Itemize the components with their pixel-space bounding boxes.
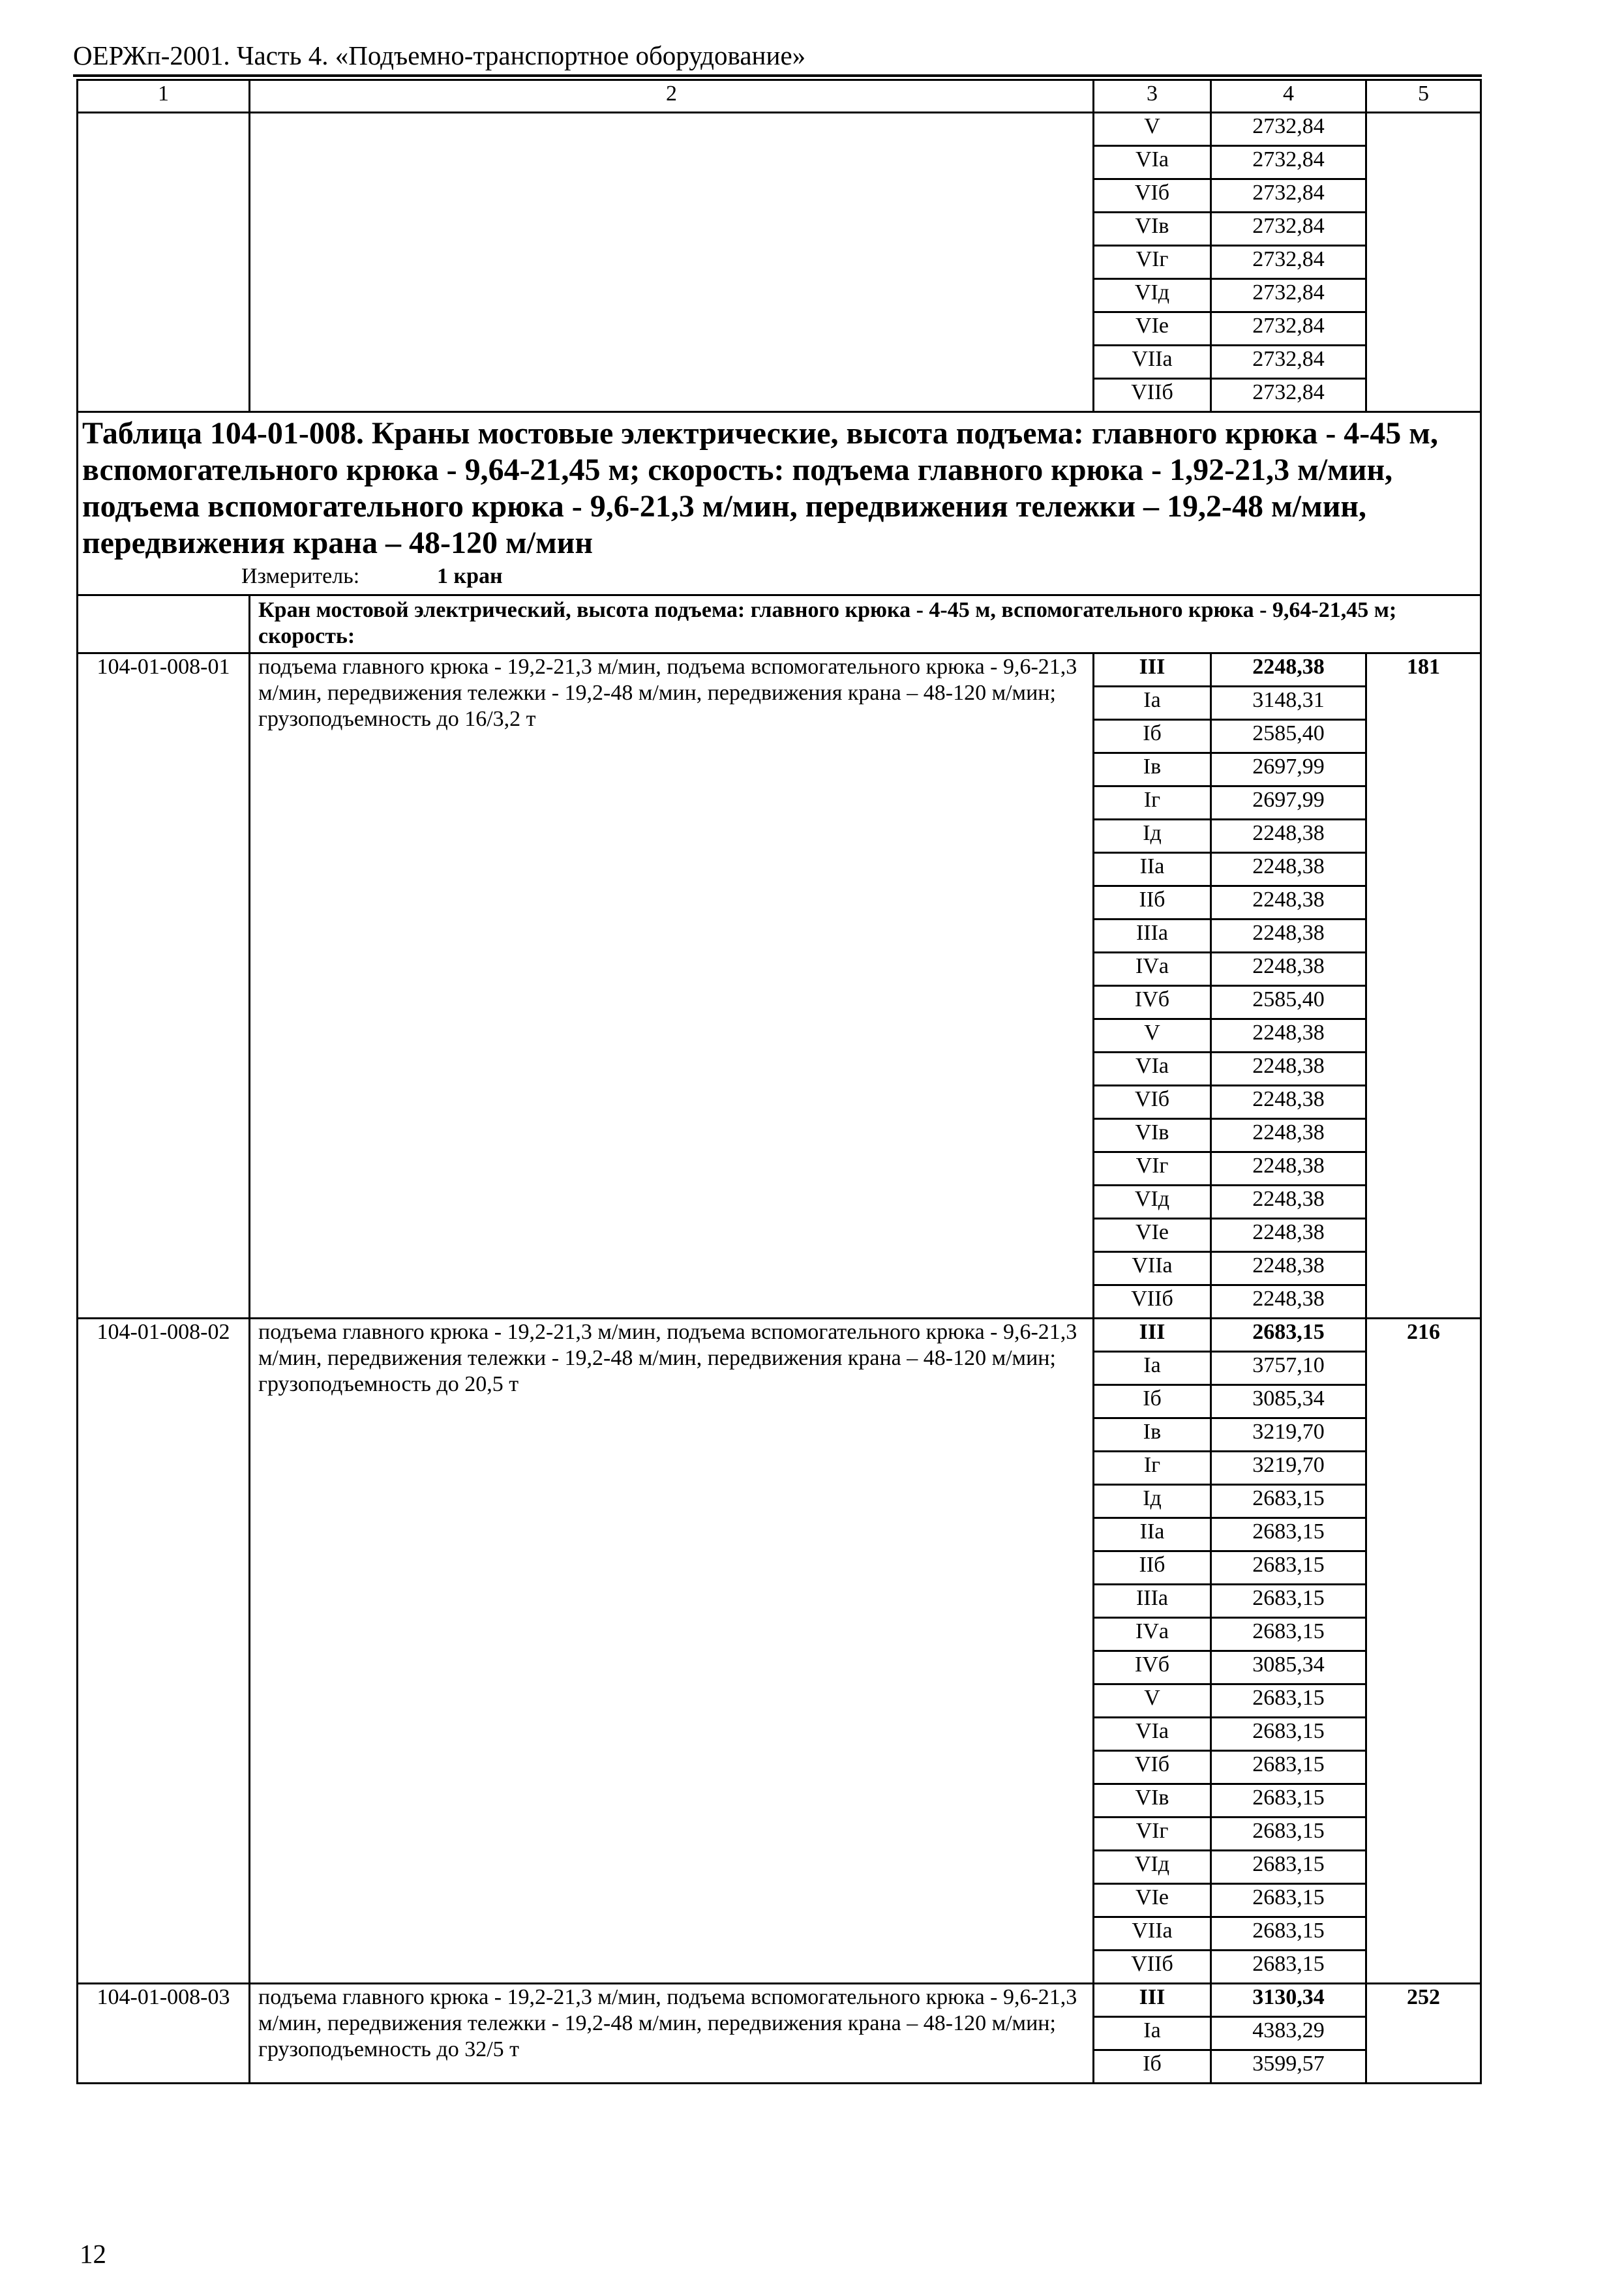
zone-cell: IIа [1094, 853, 1211, 886]
price-cell: 2248,38 [1211, 953, 1366, 986]
price-cell: 2683,15 [1211, 1585, 1366, 1618]
zone-cell: VIе [1094, 1884, 1211, 1917]
price-cell: 2585,40 [1211, 720, 1366, 753]
item-code: 104-01-008-02 [78, 1319, 250, 1984]
price-cell: 2248,38 [1211, 1086, 1366, 1119]
price-cell: 2683,15 [1211, 1718, 1366, 1751]
zone-cell: Iв [1094, 753, 1211, 786]
price-cell: 2683,15 [1211, 1551, 1366, 1585]
price-cell: 3085,34 [1211, 1651, 1366, 1684]
table-row [78, 1319, 1481, 1352]
price-cell: 2732,84 [1211, 279, 1366, 312]
price-cell: 3148,31 [1211, 687, 1366, 720]
price-table-body [78, 80, 1481, 2084]
price-cell: 2732,84 [1211, 246, 1366, 279]
price-cell: 2585,40 [1211, 986, 1366, 1019]
zone-cell: VIд [1094, 1851, 1211, 1884]
price-cell: 3219,70 [1211, 1452, 1366, 1485]
zone-cell: V [1094, 1019, 1211, 1053]
zone-cell: Iг [1094, 1452, 1211, 1485]
zone-cell: VIд [1094, 279, 1211, 312]
price-cell: 2683,15 [1211, 1851, 1366, 1884]
price-cell: 2732,84 [1211, 179, 1366, 213]
zone-cell: V [1094, 113, 1211, 146]
zone-cell: IIIа [1094, 1585, 1211, 1618]
zone-cell: Iб [1094, 2050, 1211, 2084]
zone-cell: Iг [1094, 786, 1211, 820]
zone-cell: III [1094, 1984, 1211, 2017]
zone-cell: IIб [1094, 886, 1211, 920]
measure-label: Измеритель: [241, 564, 360, 588]
zone-cell: V [1094, 1684, 1211, 1718]
zone-cell: VIIб [1094, 1285, 1211, 1319]
price-cell: 2248,38 [1211, 653, 1366, 687]
zone-cell: VIв [1094, 1119, 1211, 1152]
zone-cell: Iв [1094, 1418, 1211, 1452]
zone-cell: III [1094, 1319, 1211, 1352]
code-cell [78, 595, 250, 653]
zone-cell: VIIб [1094, 1951, 1211, 1984]
item-mass: 181 [1366, 653, 1481, 1319]
price-cell: 2248,38 [1211, 1019, 1366, 1053]
price-cell: 2732,84 [1211, 113, 1366, 146]
column-number: 4 [1211, 80, 1366, 113]
price-cell: 2248,38 [1211, 1119, 1366, 1152]
zone-cell: Iа [1094, 2017, 1211, 2050]
table-row [78, 113, 1481, 146]
item-description: подъема главного крюка - 19,2-21,3 м/мин, подъема вспомогательного крюка - 9,6-21,3 м/мин, передвижения тележки - 19,2-48 м/мин, передвижения крана – 48-120 м/мин; грузоподъемность до 16/3,2 т [250, 653, 1094, 1319]
price-cell: 2683,15 [1211, 1917, 1366, 1951]
price-cell: 2732,84 [1211, 379, 1366, 412]
item-description: подъема главного крюка - 19,2-21,3 м/мин, подъема вспомогательного крюка - 9,6-21,3 м/мин, передвижения тележки - 19,2-48 м/мин, передвижения крана – 48-120 м/мин; грузоподъемность до 32/5 т [250, 1984, 1094, 2084]
price-cell: 2683,15 [1211, 1751, 1366, 1784]
zone-cell: VIе [1094, 312, 1211, 346]
item-description: подъема главного крюка - 19,2-21,3 м/мин, подъема вспомогательного крюка - 9,6-21,3 м/мин, передвижения тележки - 19,2-48 м/мин, передвижения крана – 48-120 м/мин; грузоподъемность до 20,5 т [250, 1319, 1094, 1984]
zone-cell: Iд [1094, 1485, 1211, 1518]
price-cell: 2683,15 [1211, 1618, 1366, 1651]
zone-cell: VIа [1094, 146, 1211, 179]
zone-cell: VIIа [1094, 1917, 1211, 1951]
price-cell: 2683,15 [1211, 1818, 1366, 1851]
mass-cell [1366, 113, 1481, 412]
column-number: 5 [1366, 80, 1481, 113]
price-cell: 2683,15 [1211, 1684, 1366, 1718]
page-number: 12 [80, 2239, 106, 2269]
page-header: ОЕРЖп-2001. Часть 4. «Подъемно-транспортное оборудование» [73, 40, 806, 70]
zone-cell: VIа [1094, 1053, 1211, 1086]
column-number: 1 [78, 80, 250, 113]
price-cell: 2683,15 [1211, 1884, 1366, 1917]
price-cell: 2697,99 [1211, 786, 1366, 820]
header-rule [73, 74, 1482, 77]
price-cell: 2248,38 [1211, 1053, 1366, 1086]
zone-cell: IVб [1094, 1651, 1211, 1684]
price-cell: 3219,70 [1211, 1418, 1366, 1452]
zone-cell: VIг [1094, 1818, 1211, 1851]
column-number: 3 [1094, 80, 1211, 113]
item-mass: 216 [1366, 1319, 1481, 1984]
measure-value: 1 кран [437, 564, 503, 588]
zone-cell: VIб [1094, 179, 1211, 213]
table-title-cell [78, 412, 1481, 595]
price-cell: 2732,84 [1211, 213, 1366, 246]
zone-cell: Iа [1094, 1352, 1211, 1385]
zone-cell: VIIа [1094, 346, 1211, 379]
zone-cell: Iа [1094, 687, 1211, 720]
zone-cell: VIг [1094, 1152, 1211, 1186]
price-cell: 2248,38 [1211, 1152, 1366, 1186]
zone-cell: VIв [1094, 213, 1211, 246]
zone-cell: VIIа [1094, 1252, 1211, 1285]
price-cell: 2683,15 [1211, 1518, 1366, 1551]
zone-cell: VIв [1094, 1784, 1211, 1818]
zone-cell: Iд [1094, 820, 1211, 853]
zone-cell: VIб [1094, 1086, 1211, 1119]
zone-cell: VIIб [1094, 379, 1211, 412]
price-cell: 2248,38 [1211, 820, 1366, 853]
description-cell [250, 113, 1094, 412]
price-cell: 2248,38 [1211, 853, 1366, 886]
table-row [78, 1984, 1481, 2017]
item-code: 104-01-008-01 [78, 653, 250, 1319]
column-number: 2 [250, 80, 1094, 113]
price-cell: 2683,15 [1211, 1319, 1366, 1352]
table-title-row [78, 412, 1481, 595]
zone-cell: IIIа [1094, 920, 1211, 953]
zone-cell: IIб [1094, 1551, 1211, 1585]
code-cell [78, 113, 250, 412]
zone-cell: IVа [1094, 1618, 1211, 1651]
price-cell: 3757,10 [1211, 1352, 1366, 1385]
subheading-cell [250, 595, 1481, 653]
zone-cell: Iб [1094, 720, 1211, 753]
price-cell: 3085,34 [1211, 1385, 1366, 1418]
price-cell: 2683,15 [1211, 1951, 1366, 1984]
price-cell: 2248,38 [1211, 920, 1366, 953]
price-cell: 3130,34 [1211, 1984, 1366, 2017]
price-cell: 2683,15 [1211, 1784, 1366, 1818]
zone-cell: VIб [1094, 1751, 1211, 1784]
table-row [78, 653, 1481, 687]
price-cell: 2248,38 [1211, 886, 1366, 920]
zone-cell: Iб [1094, 1385, 1211, 1418]
table-title: Таблица 104-01-008. Краны мостовые электрические, высота подъема: главного крюка - 4-45 м, вспомогательного крюка - 9,64-21,45 м; скорость: подъема главного крюка - 1,92-21,3 м/мин, подъема вспомогательного крюка - 9,6-21,3 м/мин, передвижения тележки – 19,2-48 м/мин, передвижения крана – 48-120 м/мин [82, 416, 1438, 560]
zone-cell: IVб [1094, 986, 1211, 1019]
item-code: 104-01-008-03 [78, 1984, 250, 2084]
zone-cell: IVа [1094, 953, 1211, 986]
item-mass: 252 [1366, 1984, 1481, 2084]
price-cell: 2248,38 [1211, 1252, 1366, 1285]
column-numbers-row [78, 80, 1481, 113]
zone-cell: VIг [1094, 246, 1211, 279]
zone-cell: IIа [1094, 1518, 1211, 1551]
price-cell: 4383,29 [1211, 2017, 1366, 2050]
zone-cell: VIе [1094, 1219, 1211, 1252]
price-cell: 2248,38 [1211, 1186, 1366, 1219]
price-table [76, 79, 1482, 2084]
price-cell: 2697,99 [1211, 753, 1366, 786]
zone-cell: VIд [1094, 1186, 1211, 1219]
price-cell: 2248,38 [1211, 1285, 1366, 1319]
zone-cell: III [1094, 653, 1211, 687]
price-cell: 2732,84 [1211, 312, 1366, 346]
subheading-row [78, 595, 1481, 653]
price-cell: 2683,15 [1211, 1485, 1366, 1518]
subheading: Кран мостовой электрический, высота подъема: главного крюка - 4-45 м, вспомогательного крюка - 9,64-21,45 м; скорость: [258, 598, 1397, 648]
zone-cell: VIа [1094, 1718, 1211, 1751]
price-cell: 2732,84 [1211, 346, 1366, 379]
price-cell: 2248,38 [1211, 1219, 1366, 1252]
price-cell: 2732,84 [1211, 146, 1366, 179]
price-cell: 3599,57 [1211, 2050, 1366, 2084]
measure-line [241, 561, 1480, 594]
